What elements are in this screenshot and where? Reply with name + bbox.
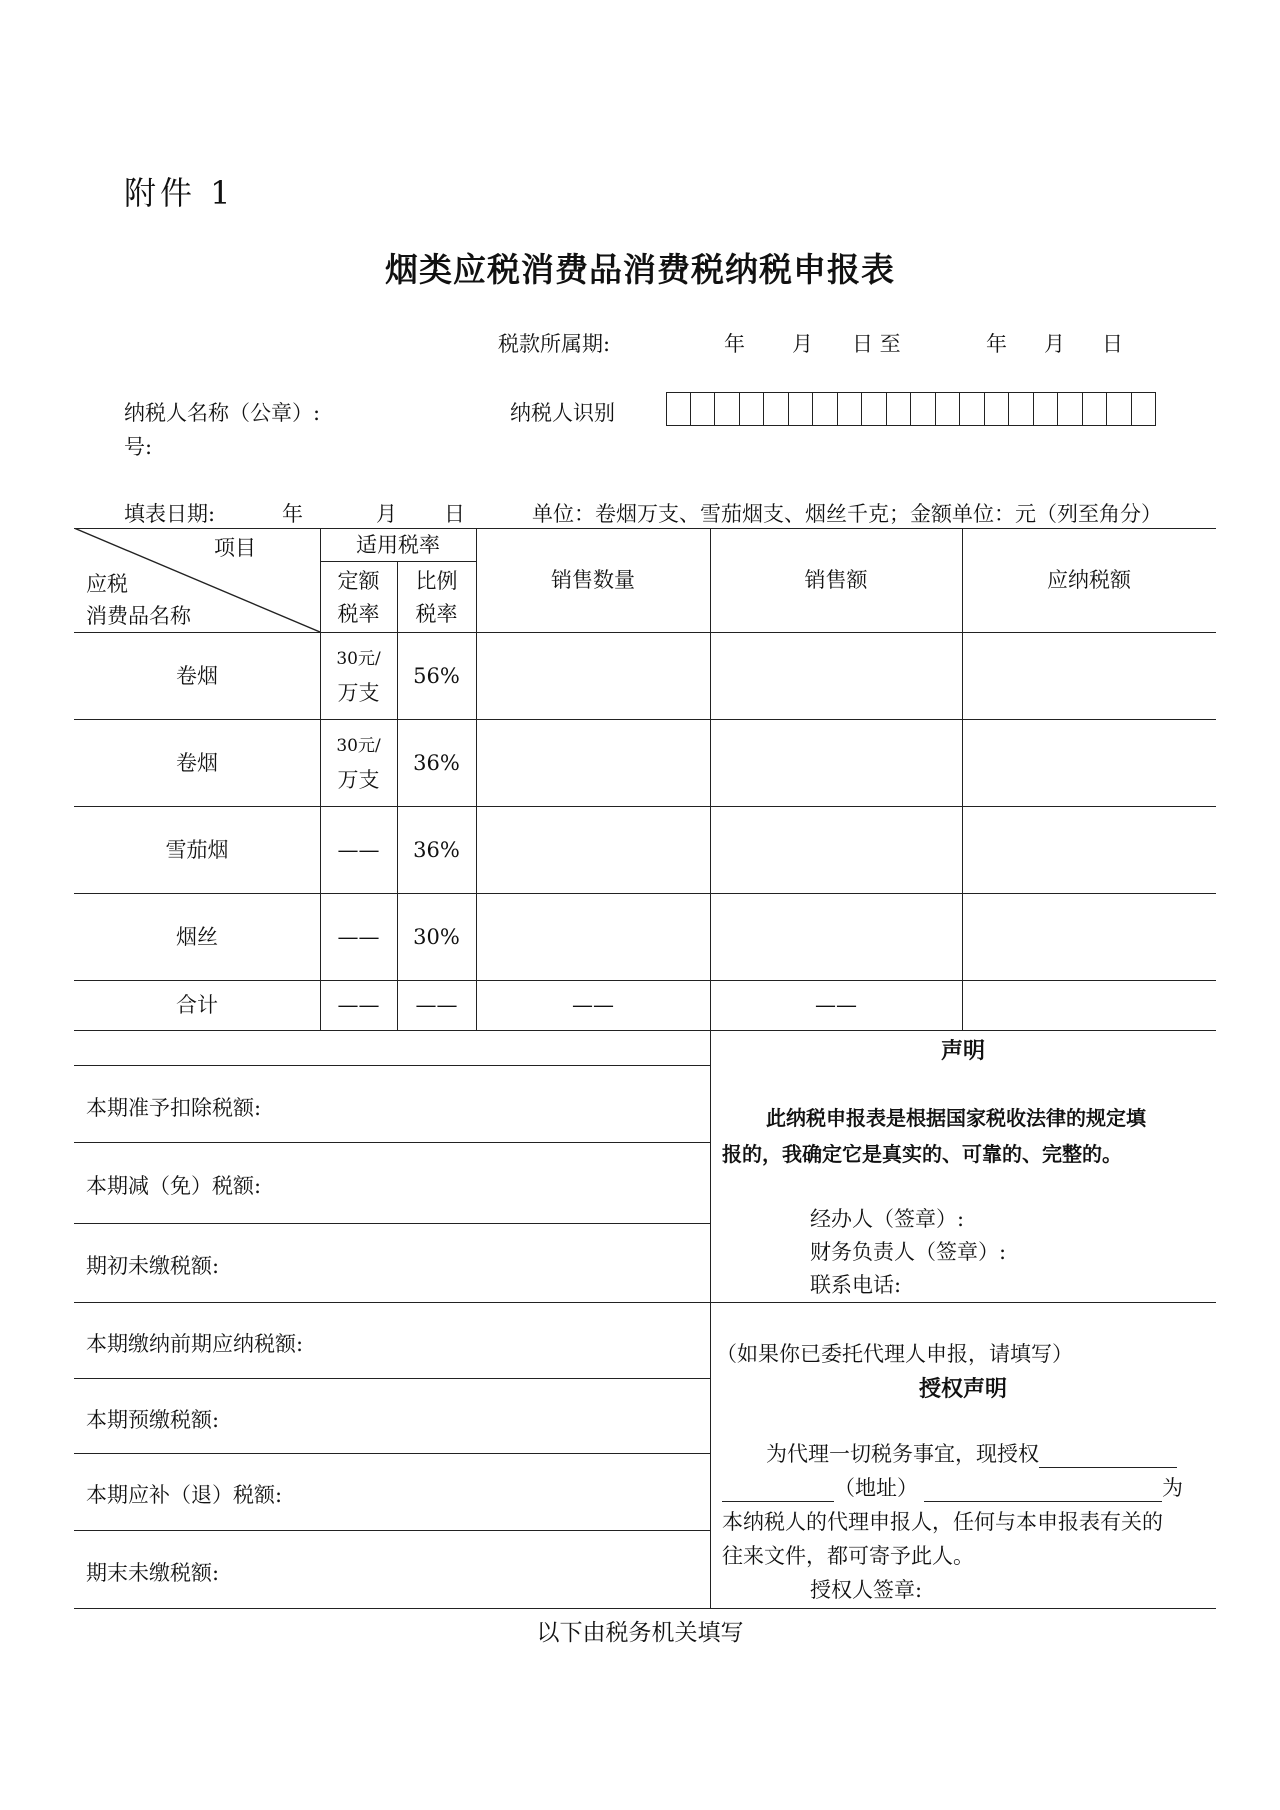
declaration-text-1: 此纳税申报表是根据国家税收法律的规定填	[766, 1106, 1146, 1130]
units-note: 单位：卷烟万支、雪茄烟支、烟丝千克；金额单位：元（列至角分）	[532, 502, 1162, 526]
row-fixed-rate: ——	[337, 924, 380, 949]
fill-date-label: 填表日期:	[124, 502, 216, 526]
row-name: 卷烟	[176, 750, 218, 775]
deductible-tax-label: 本期准予扣除税额:	[86, 1096, 262, 1120]
id-digit-box[interactable]	[764, 392, 789, 426]
row-name: 卷烟	[176, 663, 218, 688]
id-digit-box[interactable]	[936, 392, 961, 426]
id-digit-box[interactable]	[1034, 392, 1059, 426]
row-name: 雪茄烟	[165, 837, 229, 862]
fill-date-day: 日	[444, 502, 465, 526]
row-fixed-rate-2: 万支	[337, 767, 380, 792]
id-digit-box[interactable]	[813, 392, 838, 426]
authorization-line-2	[722, 1472, 1183, 1502]
declaration-text-2: 报的，我确定它是真实的、可靠的、完整的。	[722, 1142, 1122, 1166]
handler-signature-label: 经办人（签章）:	[810, 1207, 965, 1231]
authorization-title: 授权声明	[918, 1377, 1007, 1402]
id-digit-box[interactable]	[911, 392, 936, 426]
header-applicable-rate: 适用税率	[356, 532, 440, 557]
authorization-line-3: 本纳税人的代理申报人，任何与本申报表有关的	[722, 1510, 1163, 1534]
row-fixed-rate	[320, 719, 397, 806]
authorization-note: （如果你已委托代理人申报，请填写）	[716, 1342, 1073, 1366]
id-digit-box[interactable]	[838, 392, 863, 426]
header-name-line1: 应税	[86, 572, 128, 596]
total-name: 合计	[176, 993, 218, 1017]
header-fixed-rate	[320, 563, 397, 632]
tax-period-label: 税款所属期:	[498, 332, 611, 356]
prepaid-tax-label: 本期预缴税额:	[86, 1408, 220, 1432]
finance-signature-label: 财务负责人（签章）:	[810, 1240, 1007, 1264]
id-digit-box[interactable]	[715, 392, 740, 426]
opening-unpaid-label: 期初未缴税额:	[86, 1254, 220, 1278]
id-digit-box[interactable]	[740, 392, 765, 426]
reduced-tax-label: 本期减（免）税额:	[86, 1174, 262, 1198]
row-ratio-rate: 36%	[413, 837, 460, 862]
id-digit-box[interactable]	[691, 392, 716, 426]
header-name-line2: 消费品名称	[86, 604, 191, 628]
id-digit-box[interactable]	[862, 392, 887, 426]
header-ratio-rate-1: 比例	[415, 568, 458, 593]
header-fixed-rate-1: 定额	[337, 568, 380, 593]
id-digit-box[interactable]	[985, 392, 1010, 426]
id-digit-box[interactable]	[1107, 392, 1132, 426]
taxpayer-id-label: 纳税人识别	[510, 401, 615, 425]
taxpayer-name-label: 纳税人名称（公章）:	[124, 401, 321, 425]
address-blank[interactable]	[924, 1479, 1162, 1502]
row-ratio-rate: 56%	[413, 663, 460, 688]
declaration-title: 声明	[940, 1039, 985, 1064]
authorization-line-1-text: 为代理一切税务事宜，现授权	[766, 1442, 1039, 1466]
taxpayer-id-label-cont: 号:	[124, 435, 153, 459]
row-fixed-rate-1: 30元/	[336, 648, 381, 669]
taxpayer-id-boxes[interactable]	[666, 392, 1156, 426]
row-fixed-rate-2: 万支	[337, 680, 380, 705]
total-amount: ——	[815, 993, 857, 1017]
id-digit-box[interactable]	[789, 392, 814, 426]
closing-unpaid-label: 期末未缴税额:	[86, 1561, 220, 1585]
header-sales-amount: 销售额	[804, 568, 868, 592]
authorization-for: 为	[1162, 1476, 1183, 1500]
id-digit-box[interactable]	[887, 392, 912, 426]
row-fixed-rate: ——	[337, 837, 380, 862]
row-fixed-rate	[320, 632, 397, 719]
header-sales-qty: 销售数量	[551, 568, 635, 592]
supplement-refund-label: 本期应补（退）税额:	[86, 1483, 283, 1507]
id-digit-box[interactable]	[1132, 392, 1157, 426]
tax-period-day-end: 日	[1102, 332, 1123, 356]
total-fixed: ——	[337, 993, 380, 1017]
id-digit-box[interactable]	[1058, 392, 1083, 426]
id-digit-box[interactable]	[1083, 392, 1108, 426]
header-ratio-rate-2: 税率	[415, 601, 458, 626]
tax-period-year-end: 年	[986, 332, 1007, 356]
header-item: 项目	[214, 536, 256, 560]
row-name: 烟丝	[176, 924, 218, 949]
authorizer-signature-label: 授权人签章:	[810, 1578, 923, 1602]
tax-authority-footer: 以下由税务机关填写	[536, 1620, 744, 1646]
authorization-line-4: 往来文件，都可寄予此人。	[722, 1544, 974, 1568]
header-ratio-rate	[397, 563, 476, 632]
row-ratio-rate: 36%	[413, 750, 460, 775]
contact-phone-label: 联系电话:	[810, 1273, 902, 1297]
agent-name-blank[interactable]	[1039, 1445, 1177, 1468]
fill-date-month: 月	[376, 502, 397, 526]
tax-period-month-end: 月	[1044, 332, 1065, 356]
header-fixed-rate-2: 税率	[337, 601, 380, 626]
form-title: 烟类应税消费品消费税纳税申报表	[385, 250, 895, 289]
id-digit-box[interactable]	[666, 392, 691, 426]
id-digit-box[interactable]	[1009, 392, 1034, 426]
row-fixed-rate-1: 30元/	[336, 735, 381, 756]
row-ratio-rate: 30%	[413, 924, 460, 949]
total-qty: ——	[572, 993, 614, 1017]
authorization-line-1	[766, 1438, 1177, 1468]
tax-period-day-start: 日 至	[852, 332, 901, 356]
header-tax-payable: 应纳税额	[1047, 568, 1131, 592]
fill-date-year: 年	[282, 502, 303, 526]
agent-blank[interactable]	[722, 1479, 834, 1502]
prior-period-paid-label: 本期缴纳前期应纳税额:	[86, 1332, 304, 1356]
tax-period-month-start: 月	[792, 332, 813, 356]
id-digit-box[interactable]	[960, 392, 985, 426]
address-label: （地址）	[834, 1476, 918, 1500]
total-ratio: ——	[415, 993, 458, 1017]
attachment-label: 附件 1	[124, 174, 235, 212]
tax-period-year-start: 年	[724, 332, 745, 356]
